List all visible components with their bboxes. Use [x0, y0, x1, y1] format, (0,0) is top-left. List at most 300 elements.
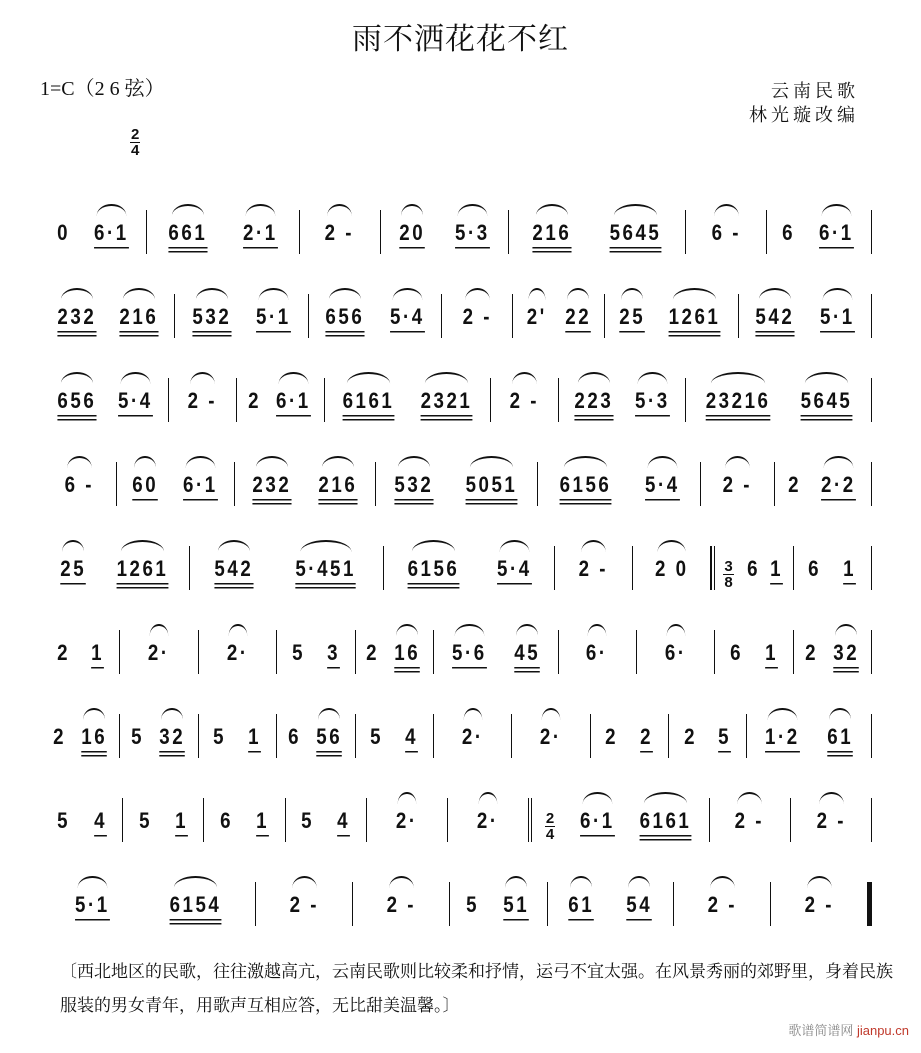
measure	[633, 546, 711, 590]
note-group: 5	[213, 724, 227, 749]
slur-mark	[710, 876, 735, 900]
measure	[42, 546, 190, 590]
note-group: 61	[828, 724, 854, 758]
slur-mark	[500, 540, 529, 564]
note-group: 5·1	[75, 892, 110, 926]
watermark-site: 歌谱简谱网	[788, 1023, 854, 1038]
measure	[309, 294, 442, 338]
slur-mark	[564, 456, 608, 480]
slur-mark	[397, 624, 419, 648]
measure	[199, 630, 277, 674]
measure	[559, 378, 686, 422]
note-group: 6 -	[711, 220, 740, 254]
note-group: 6·	[586, 640, 608, 674]
slur-mark	[577, 372, 610, 396]
note-group: 2	[366, 640, 380, 665]
time-signature-numerator: 3	[724, 558, 733, 575]
note-group: 5645	[610, 220, 662, 254]
note-group: 4	[94, 808, 107, 842]
note-group: 216	[532, 220, 571, 254]
note-group: 51	[504, 892, 530, 926]
slur-mark	[465, 288, 490, 312]
slur-mark	[173, 876, 217, 900]
note-group: 6156	[407, 556, 459, 590]
note-group: 5·3	[635, 388, 670, 422]
score-line	[42, 170, 872, 254]
measure	[509, 210, 686, 254]
slur-mark	[186, 456, 215, 480]
slur-mark	[582, 792, 611, 816]
note-group: 2	[247, 388, 261, 413]
measure	[42, 630, 120, 674]
note-group: 6·1	[183, 472, 218, 506]
measure	[767, 210, 872, 254]
slur-mark	[657, 540, 685, 564]
slur-mark	[83, 708, 105, 732]
note-group: 2 -	[578, 556, 607, 590]
note-group: 532	[395, 472, 434, 506]
slur-mark	[528, 288, 545, 312]
slur-mark	[228, 624, 246, 648]
slur-mark	[581, 540, 606, 564]
note-group: 60	[133, 472, 159, 506]
slur-mark	[567, 288, 589, 312]
note-group: 2	[640, 724, 653, 758]
slur-mark	[346, 372, 390, 396]
note-group: 1	[770, 556, 783, 590]
note-group: 1	[92, 640, 105, 674]
slur-mark	[588, 624, 606, 648]
measure	[591, 714, 669, 758]
performance-note: 〔西北地区的民歌，往往激越高亢，云南民歌则比较柔和抒情，运弓不宜太强。在风景秀丽的郊野里，身着民族服装的男女青年，用歌声互相应答，无比甜美温馨。〕	[60, 962, 893, 1016]
slur-mark	[292, 876, 317, 900]
slur-mark	[516, 624, 538, 648]
note-group: 2 -	[387, 892, 416, 926]
measure	[381, 210, 510, 254]
note-group: 2 -	[462, 304, 491, 338]
slur-mark	[150, 624, 168, 648]
measure	[204, 798, 285, 842]
measure	[739, 294, 872, 338]
note-group: 542	[755, 304, 794, 338]
slur-mark	[121, 372, 150, 396]
time-signature-denominator: 8	[724, 574, 733, 591]
slur-mark	[398, 456, 431, 480]
note-group: 2·2	[821, 472, 856, 506]
note-group: 6161	[639, 808, 691, 842]
measure	[559, 630, 637, 674]
slur-mark	[479, 792, 497, 816]
note-group: 5	[719, 724, 732, 758]
slur-mark	[190, 372, 215, 396]
note-group: 23216	[706, 388, 771, 422]
note-group: 216	[318, 472, 357, 506]
measure	[117, 462, 236, 506]
note-group: 2 -	[816, 808, 845, 842]
slur-mark	[279, 372, 308, 396]
note-group: 1	[256, 808, 269, 842]
measure	[791, 798, 872, 842]
note-group: 5·451	[296, 556, 357, 590]
note-group: 4	[405, 724, 418, 758]
note-group: 2·	[462, 724, 484, 758]
note-group: 2 -	[723, 472, 752, 506]
note-group: 2 -	[290, 892, 319, 926]
note-group: 1·2	[766, 724, 801, 758]
measure	[715, 630, 793, 674]
note-group: 5·4	[497, 556, 532, 590]
measure	[42, 882, 256, 926]
slur-mark	[725, 456, 750, 480]
measure	[711, 546, 793, 590]
note-group: 1	[765, 640, 778, 674]
slur-mark	[638, 372, 667, 396]
measure	[42, 378, 169, 422]
note-group: 1261	[117, 556, 169, 590]
note-group: 25	[620, 304, 646, 338]
slur-mark	[217, 540, 250, 564]
note-group: 5·4	[118, 388, 153, 422]
slur-mark	[135, 456, 157, 480]
note-group: 6156	[560, 472, 612, 506]
slur-mark	[259, 288, 288, 312]
measure	[794, 630, 872, 674]
measure	[771, 882, 872, 926]
note-group: 2 0	[655, 556, 689, 590]
measure	[669, 714, 747, 758]
measure	[277, 714, 355, 758]
slur-mark	[162, 708, 184, 732]
measure	[605, 294, 738, 338]
note-group: 6 -	[64, 472, 93, 506]
measure	[42, 714, 120, 758]
measure	[353, 882, 450, 926]
note-group: 20	[399, 220, 425, 254]
slur-mark	[61, 288, 94, 312]
slur-mark	[256, 456, 289, 480]
measure	[175, 294, 308, 338]
slur-mark	[506, 876, 528, 900]
measure	[235, 462, 375, 506]
slur-mark	[463, 708, 481, 732]
slur-mark	[329, 288, 362, 312]
score-line	[42, 842, 872, 926]
slur-mark	[393, 288, 422, 312]
note-group: 5·1	[257, 304, 292, 338]
slur-mark	[457, 204, 486, 228]
note-group: 2	[605, 724, 619, 749]
measure	[237, 378, 325, 422]
note-group: 2	[788, 472, 802, 497]
slur-mark	[768, 708, 797, 732]
note-group: 4	[337, 808, 350, 842]
slur-mark	[123, 288, 156, 312]
note-group: 2·	[396, 808, 418, 842]
note-group: 1	[175, 808, 188, 842]
measure	[190, 546, 384, 590]
note-group: 656	[57, 388, 96, 422]
slur-mark	[807, 876, 832, 900]
time-signature-change	[723, 559, 733, 590]
note-group: 6·	[665, 640, 687, 674]
note-group: 5·6	[452, 640, 487, 674]
note-group: 2	[53, 724, 67, 749]
slur-mark	[301, 540, 352, 564]
measure	[775, 462, 872, 506]
slur-mark	[172, 204, 205, 228]
credits	[749, 80, 859, 128]
slur-mark	[759, 288, 792, 312]
note-group: 56	[316, 724, 342, 758]
measure	[169, 378, 237, 422]
slur-mark	[401, 204, 423, 228]
measure	[120, 714, 198, 758]
measure	[434, 630, 559, 674]
note-group: 2 -	[510, 388, 539, 422]
note-group: 2	[804, 640, 818, 665]
note-group: 2·	[148, 640, 170, 674]
note-group: 2321	[421, 388, 473, 422]
note-group: 16	[395, 640, 421, 674]
note-group: 6	[219, 808, 233, 833]
note-group: 532	[192, 304, 231, 338]
note-group: 5·4	[390, 304, 425, 338]
note-group: 5·4	[645, 472, 680, 506]
measure	[491, 378, 559, 422]
watermark	[788, 1020, 909, 1039]
measure	[442, 294, 513, 338]
measure	[555, 546, 633, 590]
slur-mark	[614, 204, 658, 228]
arranger: 林光璇改编	[749, 105, 859, 126]
note-group: 2	[683, 724, 697, 749]
measure	[384, 546, 555, 590]
measure	[42, 294, 175, 338]
slur-mark	[673, 288, 717, 312]
note-group: 6	[747, 556, 760, 581]
note-group: 2·1	[243, 220, 278, 254]
note-group: 5	[370, 724, 384, 749]
note-group: 2·	[540, 724, 562, 758]
time-signature-denominator: 4	[131, 142, 140, 159]
slur-mark	[245, 204, 274, 228]
measure	[199, 714, 277, 758]
note-group: 1	[248, 724, 261, 758]
note-group: 5	[291, 640, 305, 665]
measure	[367, 798, 448, 842]
slur-mark	[411, 540, 455, 564]
note-group: 5	[57, 808, 71, 833]
measure	[450, 882, 547, 926]
note-group: 22	[565, 304, 591, 338]
measure	[286, 798, 367, 842]
slur-mark	[469, 456, 513, 480]
measure	[532, 798, 709, 842]
note-group: 5	[301, 808, 315, 833]
slur-mark	[824, 456, 853, 480]
slur-mark	[60, 372, 93, 396]
note-group: 232	[253, 472, 292, 506]
note-group: 2 -	[804, 892, 833, 926]
time-signature	[130, 127, 140, 158]
note-group: 6·1	[580, 808, 615, 842]
slur-mark	[322, 456, 355, 480]
measure	[42, 210, 147, 254]
time-signature-change	[545, 811, 555, 842]
note-group: 6	[782, 220, 796, 245]
slur-mark	[121, 540, 165, 564]
measure	[448, 798, 532, 842]
score-line	[42, 590, 872, 674]
time-signature-numerator: 2	[545, 810, 555, 827]
note-group: 5051	[465, 472, 517, 506]
slur-mark	[455, 624, 484, 648]
note-group: 6	[808, 556, 822, 581]
song-title: 雨不洒花花不红	[352, 22, 569, 57]
slur-mark	[66, 456, 91, 480]
note-group: 2 -	[325, 220, 354, 254]
time-signature-numerator: 2	[131, 126, 140, 143]
note-group: 45	[514, 640, 540, 674]
slur-mark	[711, 372, 765, 396]
note-group: 6	[288, 724, 302, 749]
note-group: 5	[466, 892, 480, 917]
measure	[674, 882, 771, 926]
note-group: 54	[627, 892, 653, 926]
note-group: 5645	[801, 388, 853, 422]
note-group: 5·3	[455, 220, 490, 254]
note-group: 232	[58, 304, 97, 338]
note-group: 1261	[669, 304, 721, 338]
measure	[356, 630, 434, 674]
measure	[701, 462, 776, 506]
note-group: 216	[120, 304, 159, 338]
note-group: 61	[568, 892, 594, 926]
note-group: 6·1	[94, 220, 129, 254]
score	[42, 170, 872, 926]
slur-mark	[629, 876, 651, 900]
origin: 云南民歌	[771, 81, 859, 102]
slur-mark	[389, 876, 414, 900]
score-line	[42, 506, 872, 590]
measure	[686, 378, 872, 422]
measure	[538, 462, 700, 506]
measure	[376, 462, 538, 506]
time-signature-denominator: 4	[545, 826, 555, 843]
slur-mark	[823, 288, 852, 312]
slur-mark	[830, 708, 852, 732]
measure	[637, 630, 715, 674]
note-group: 2'	[526, 304, 546, 338]
slur-mark	[78, 876, 107, 900]
measure	[747, 714, 872, 758]
note-group: 3	[327, 640, 340, 674]
note-group: 16	[81, 724, 107, 758]
score-line	[42, 758, 872, 842]
slur-mark	[666, 624, 684, 648]
note-group: 32	[160, 724, 186, 758]
watermark-domain: jianpu.cn	[856, 1023, 909, 1038]
note-group: 25	[60, 556, 86, 590]
note-group: 223	[574, 388, 613, 422]
slur-mark	[644, 792, 688, 816]
measure	[794, 546, 872, 590]
note-group: 2·	[227, 640, 249, 674]
slur-mark	[318, 708, 340, 732]
note-group: 5	[138, 808, 152, 833]
note-group: 6·1	[819, 220, 854, 254]
measure	[120, 630, 198, 674]
measure	[710, 798, 791, 842]
slur-mark	[535, 204, 568, 228]
slur-mark	[835, 624, 857, 648]
note-group: 6	[730, 640, 744, 665]
measure	[123, 798, 204, 842]
measure	[300, 210, 381, 254]
measure	[686, 210, 767, 254]
note-group: 32	[833, 640, 859, 674]
measure	[512, 714, 590, 758]
score-line	[42, 338, 872, 422]
note-group: 2 -	[188, 388, 217, 422]
slur-mark	[822, 204, 851, 228]
key-signature: 1=C（2 6 弦）	[40, 78, 165, 100]
note-group: 1	[843, 556, 856, 590]
note-group: 6154	[169, 892, 221, 926]
note-group: 542	[214, 556, 253, 590]
slur-mark	[425, 372, 469, 396]
measure	[356, 714, 434, 758]
score-line	[42, 674, 872, 758]
slur-mark	[648, 456, 677, 480]
note-group: 661	[169, 220, 208, 254]
slur-mark	[398, 792, 416, 816]
note-group: 6161	[342, 388, 394, 422]
slur-mark	[62, 540, 84, 564]
note-group: 2 -	[707, 892, 736, 926]
note-group: 2 -	[735, 808, 764, 842]
slur-mark	[97, 204, 126, 228]
note-group: 6·1	[276, 388, 311, 422]
slur-mark	[195, 288, 228, 312]
slur-mark	[818, 792, 843, 816]
note-group: 2	[56, 640, 70, 665]
slur-mark	[714, 204, 739, 228]
measure	[42, 798, 123, 842]
slur-mark	[512, 372, 537, 396]
note-group: 0	[57, 220, 71, 245]
note-group: 5·1	[820, 304, 855, 338]
measure	[42, 462, 117, 506]
slur-mark	[805, 372, 849, 396]
slur-mark	[737, 792, 762, 816]
measure	[277, 630, 355, 674]
score-line	[42, 254, 872, 338]
note-group: 656	[326, 304, 365, 338]
slur-mark	[570, 876, 592, 900]
measure	[548, 882, 674, 926]
slur-mark	[622, 288, 644, 312]
score-line	[42, 422, 872, 506]
measure	[147, 210, 300, 254]
measure	[513, 294, 605, 338]
measure	[325, 378, 491, 422]
note-group: 5	[131, 724, 145, 749]
slur-mark	[327, 204, 352, 228]
slur-mark	[542, 708, 560, 732]
note-group: 2·	[477, 808, 499, 842]
measure	[434, 714, 512, 758]
